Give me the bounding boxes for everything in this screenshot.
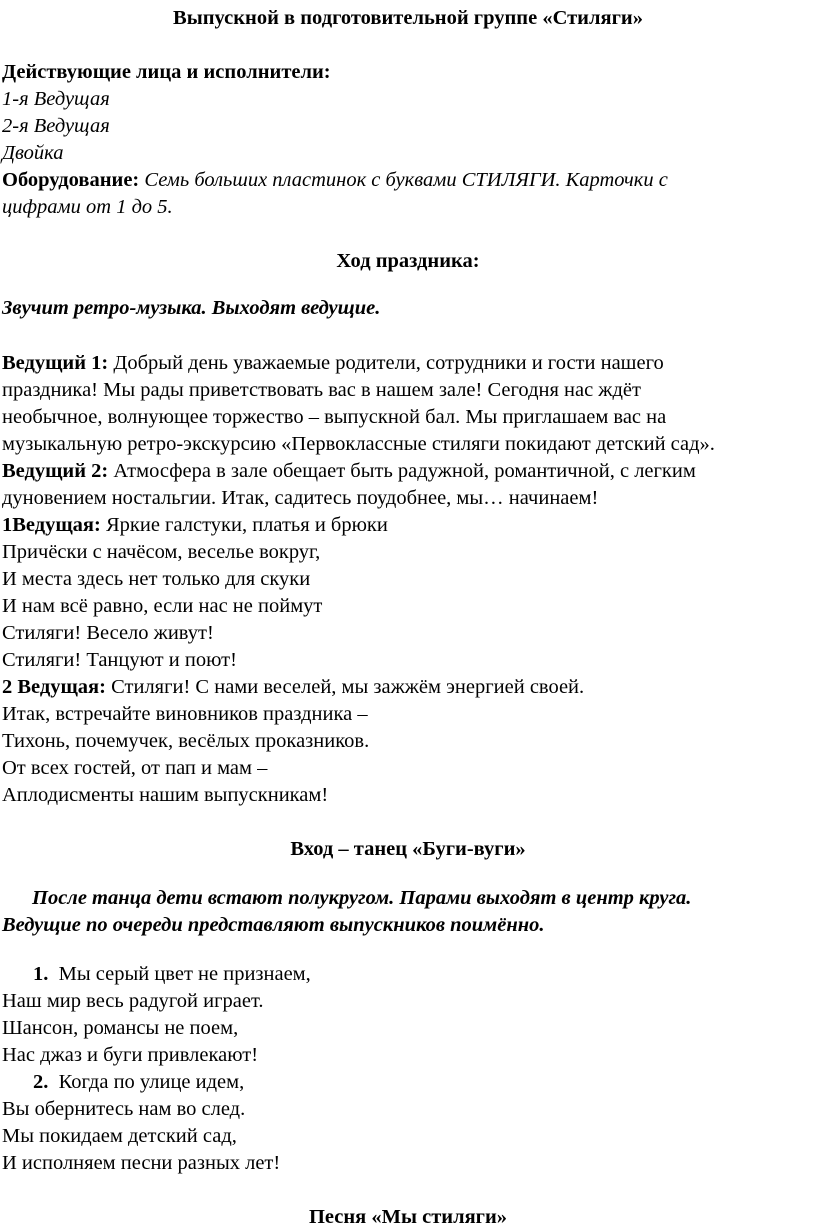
equipment-label: Оборудование:	[2, 169, 140, 191]
presenter2-line	[2, 674, 584, 701]
presenter1-line	[2, 512, 388, 539]
speech-text: Добрый день уважаемые родители, сотрудники и гости нашего	[113, 352, 664, 374]
speaker-label: Ведущий 1:	[2, 352, 109, 374]
poem-line: Стиляги! Весело живут!	[2, 622, 214, 644]
verse-number: 2.	[33, 1071, 49, 1093]
stage-direction: После танца дети встают полукругом. Парами выходят в центр круга.	[32, 887, 692, 909]
stage-direction: Звучит ретро-музыка. Выходят ведущие.	[2, 297, 381, 319]
speech-line: праздника! Мы рады приветствовать вас в нашем зале! Сегодня нас ждёт	[2, 379, 641, 401]
poem-line: Тихонь, почемучек, весёлых проказников.	[2, 730, 370, 752]
host2-line	[2, 458, 696, 485]
equipment-text-cont: цифрами от 1 до 5.	[2, 196, 173, 218]
verse-line: Мы покидаем детский сад,	[2, 1125, 237, 1147]
verse-first-line	[33, 1069, 244, 1096]
poem-line: Итак, встречайте виновников праздника –	[2, 703, 368, 725]
poem-line: От всех гостей, от пап и мам –	[2, 757, 268, 779]
verse-line: Наш мир весь радугой играет.	[2, 990, 264, 1012]
speaker-label: 1Ведущая:	[2, 514, 101, 536]
speech-line: музыкальную ретро-экскурсию «Первоклассные стиляги покидают детский сад».	[2, 433, 715, 455]
stage-direction: Ведущие по очереди представляют выпускников поимённо.	[2, 914, 545, 936]
equipment-line	[2, 167, 668, 194]
speaker-label: Ведущий 2:	[2, 460, 109, 482]
verse-text: Мы серый цвет не признаем,	[58, 963, 311, 985]
verse-line: Нас джаз и буги привлекают!	[2, 1044, 259, 1066]
poem-line: И места здесь нет только для скуки	[2, 568, 311, 590]
course-heading: Ход праздника:	[336, 250, 480, 272]
verse-line: Шансон, романсы не поем,	[2, 1017, 239, 1039]
speech-text: Стиляги! С нами веселей, мы зажжём энергией своей.	[111, 676, 585, 698]
speech-line: необычное, волнующее торжество – выпускной бал. Мы приглашаем вас на	[2, 406, 667, 428]
dance-heading: Вход – танец «Буги-вуги»	[290, 838, 526, 860]
speech-line: дуновением ностальгии. Итак, садитесь поудобнее, мы… начинаем!	[2, 487, 599, 509]
verse-line: И исполняем песни разных лет!	[2, 1152, 281, 1174]
verse-line: Вы обернитесь нам во след.	[2, 1098, 246, 1120]
speech-text: Атмосфера в зале обещает быть радужной, романтичной, с легким	[113, 460, 696, 482]
verse-text: Когда по улице идем,	[58, 1071, 245, 1093]
cast-role: 1-я Ведущая	[2, 88, 110, 110]
speech-text: Яркие галстуки, платья и брюки	[105, 514, 388, 536]
cast-heading: Действующие лица и исполнители:	[2, 61, 331, 83]
equipment-text: Семь больших пластинок с буквами СТИЛЯГИ. Карточки с	[144, 169, 668, 191]
verse-first-line	[33, 961, 311, 988]
cast-role: Двойка	[2, 142, 64, 164]
host1-line	[2, 350, 664, 377]
poem-line: И нам всё равно, если нас не поймут	[2, 595, 323, 617]
poem-line: Причёски с начёсом, веселье вокруг,	[2, 541, 321, 563]
poem-line: Аплодисменты нашим выпускникам!	[2, 784, 329, 806]
verse-number: 1.	[33, 963, 49, 985]
poem-line: Стиляги! Танцуют и поют!	[2, 649, 237, 671]
document-title: Выпускной в подготовительной группе «Стиляги»	[173, 7, 643, 29]
song-heading: Песня «Мы стиляги»	[308, 1206, 508, 1228]
cast-role: 2-я Ведущая	[2, 115, 110, 137]
speaker-label: 2 Ведущая:	[2, 676, 106, 698]
